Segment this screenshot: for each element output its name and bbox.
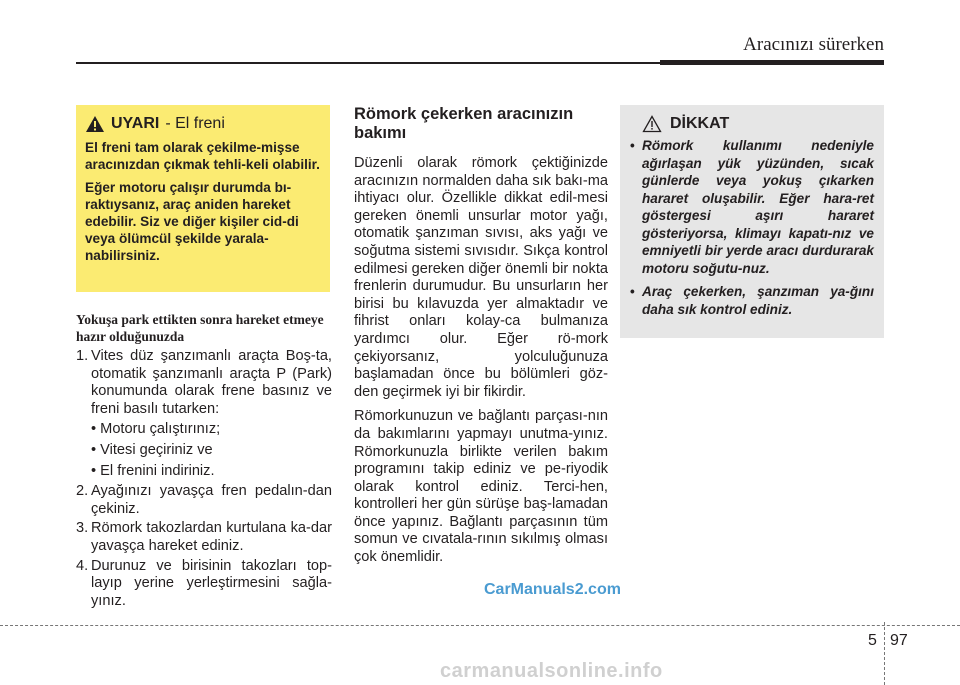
- caution-label: DİKKAT: [670, 115, 730, 132]
- bullet-dot: •: [630, 284, 635, 299]
- list-item: [76, 520, 332, 555]
- footer-divider: [0, 625, 960, 626]
- site-watermark[interactable]: CarManuals2.com: [484, 581, 621, 598]
- list-number: 4.: [76, 557, 89, 574]
- caution-text: Araç çekerken, şanzıman ya-ğını daha sık kontrol ediniz.: [642, 284, 874, 317]
- caution-box: [620, 105, 884, 338]
- caution-text: Römork kullanımı nedeniyle ağırlaşan yük yüzünden, sıcak günlerde veya yokuş çıkarken hararet oluşabilir. Eğer hara-ret göstergesi aşırı hararet gösteriyorsa, klimayı kapatı-nız ve emniyetli bir yerde aracı durdurarak motoru soğutu-nuz.: [642, 138, 874, 276]
- warning-triangle-icon: [85, 115, 105, 133]
- header-rule-accent: [660, 60, 884, 65]
- list-text: Durunuz ve birisinin takozları top-layıp yerine yerleştirmesini sağla-yınız.: [91, 557, 332, 609]
- running-header: Aracınızı sürerken: [743, 34, 884, 55]
- page-number: 97: [890, 632, 908, 649]
- warning-label: UYARI: [111, 115, 160, 132]
- warning-title: [85, 115, 322, 133]
- warning-paragraph: El freni tam olarak çekilme-mişse aracınızdan çıkmak tehli-keli olabilir.: [85, 140, 320, 172]
- warning-box: [76, 105, 330, 292]
- maintenance-section: [354, 105, 608, 574]
- bullet-item: • Motoru çalıştırınız;: [91, 421, 221, 438]
- list-number: 1.: [76, 348, 89, 364]
- bullet-dot: •: [630, 138, 635, 153]
- list-item: [76, 558, 332, 611]
- section-heading: Römork çekerken aracınızın bakımı: [354, 105, 574, 142]
- list-item: [76, 348, 332, 418]
- list-text: Ayağınızı yavaşça fren pedalın-dan çekiniz.: [91, 483, 332, 517]
- bullet-item: • El frenini indiriniz.: [91, 462, 215, 479]
- warning-subject: - El freni: [165, 115, 225, 132]
- warning-paragraph: Eğer motoru çalışır durumda bı-raktıysanız, araç aniden hareket edebilir. Siz ve diğer kişiler cid-di veya ölümcül şekilde yarala-nabilirsiniz.: [85, 180, 299, 263]
- list-item: [76, 483, 332, 518]
- footer-vertical-divider: [884, 622, 885, 685]
- section-subheading: Yokuşa park ettikten sonra hareket etmeye hazır olduğunuzda: [76, 312, 324, 344]
- bottom-watermark: carmanualsonline.info: [440, 660, 663, 682]
- list-text: Römork takozlardan kurtulana ka-dar yavaşça hareket ediniz.: [91, 520, 332, 554]
- caution-title: [630, 115, 874, 133]
- section-number: 5: [868, 632, 877, 649]
- body-paragraph: Düzenli olarak römork çektiğinizde aracınızın normalden daha sık bakı-ma ihtiyacı olur. Özellikle dikkat edil-mesi gereken önemli unsurlar motor yağı, otomatik şanzıman sıvısı, aks yağı ve soğutma sistemi sıvısıdır. Sıkça kontrol edilmesi gereken diğer önemli bir nokta frenlerin durumudur. Bu unsurların her birisi bu kılavuzda yer almaktadır ve fihrist onları kolay-ca bulmanıza yardımcı olur. Eğer rö-mork çekiyorsanız, yolculuğunuza başlamadan önce bu bölümleri göz-den geçirmek iyi bir fikirdir.: [354, 155, 608, 400]
- caution-item: [630, 137, 874, 277]
- caution-item: [630, 283, 874, 318]
- list-number: 3.: [76, 520, 89, 537]
- caution-triangle-icon: [642, 115, 662, 133]
- steps-list: [76, 348, 332, 612]
- body-paragraph: Römorkunuzun ve bağlantı parçası-nın da bakımlarını yapmayı unutma-yınız. Römorkunuzla birlikte verilen bakım programını takip ediniz ve pe-riyodik olarak kontrol ediniz. Terci-hen, kontrolleri her gün sürüşe baş-lamadan önce yapınız. Bağlantı parçasının tüm somun ve cıvatala-rının sıkılmış olması çok önemlidir.: [354, 408, 608, 566]
- list-number: 2.: [76, 483, 89, 500]
- bullet-item: • Vitesi geçiriniz ve: [91, 441, 213, 458]
- list-text: Vites düz şanzımanlı araçta Boş-ta, otomatik şanzımanlı araçta P (Park) konumunda olarak frene basınız ve freni basılı tutarken:: [91, 348, 332, 417]
